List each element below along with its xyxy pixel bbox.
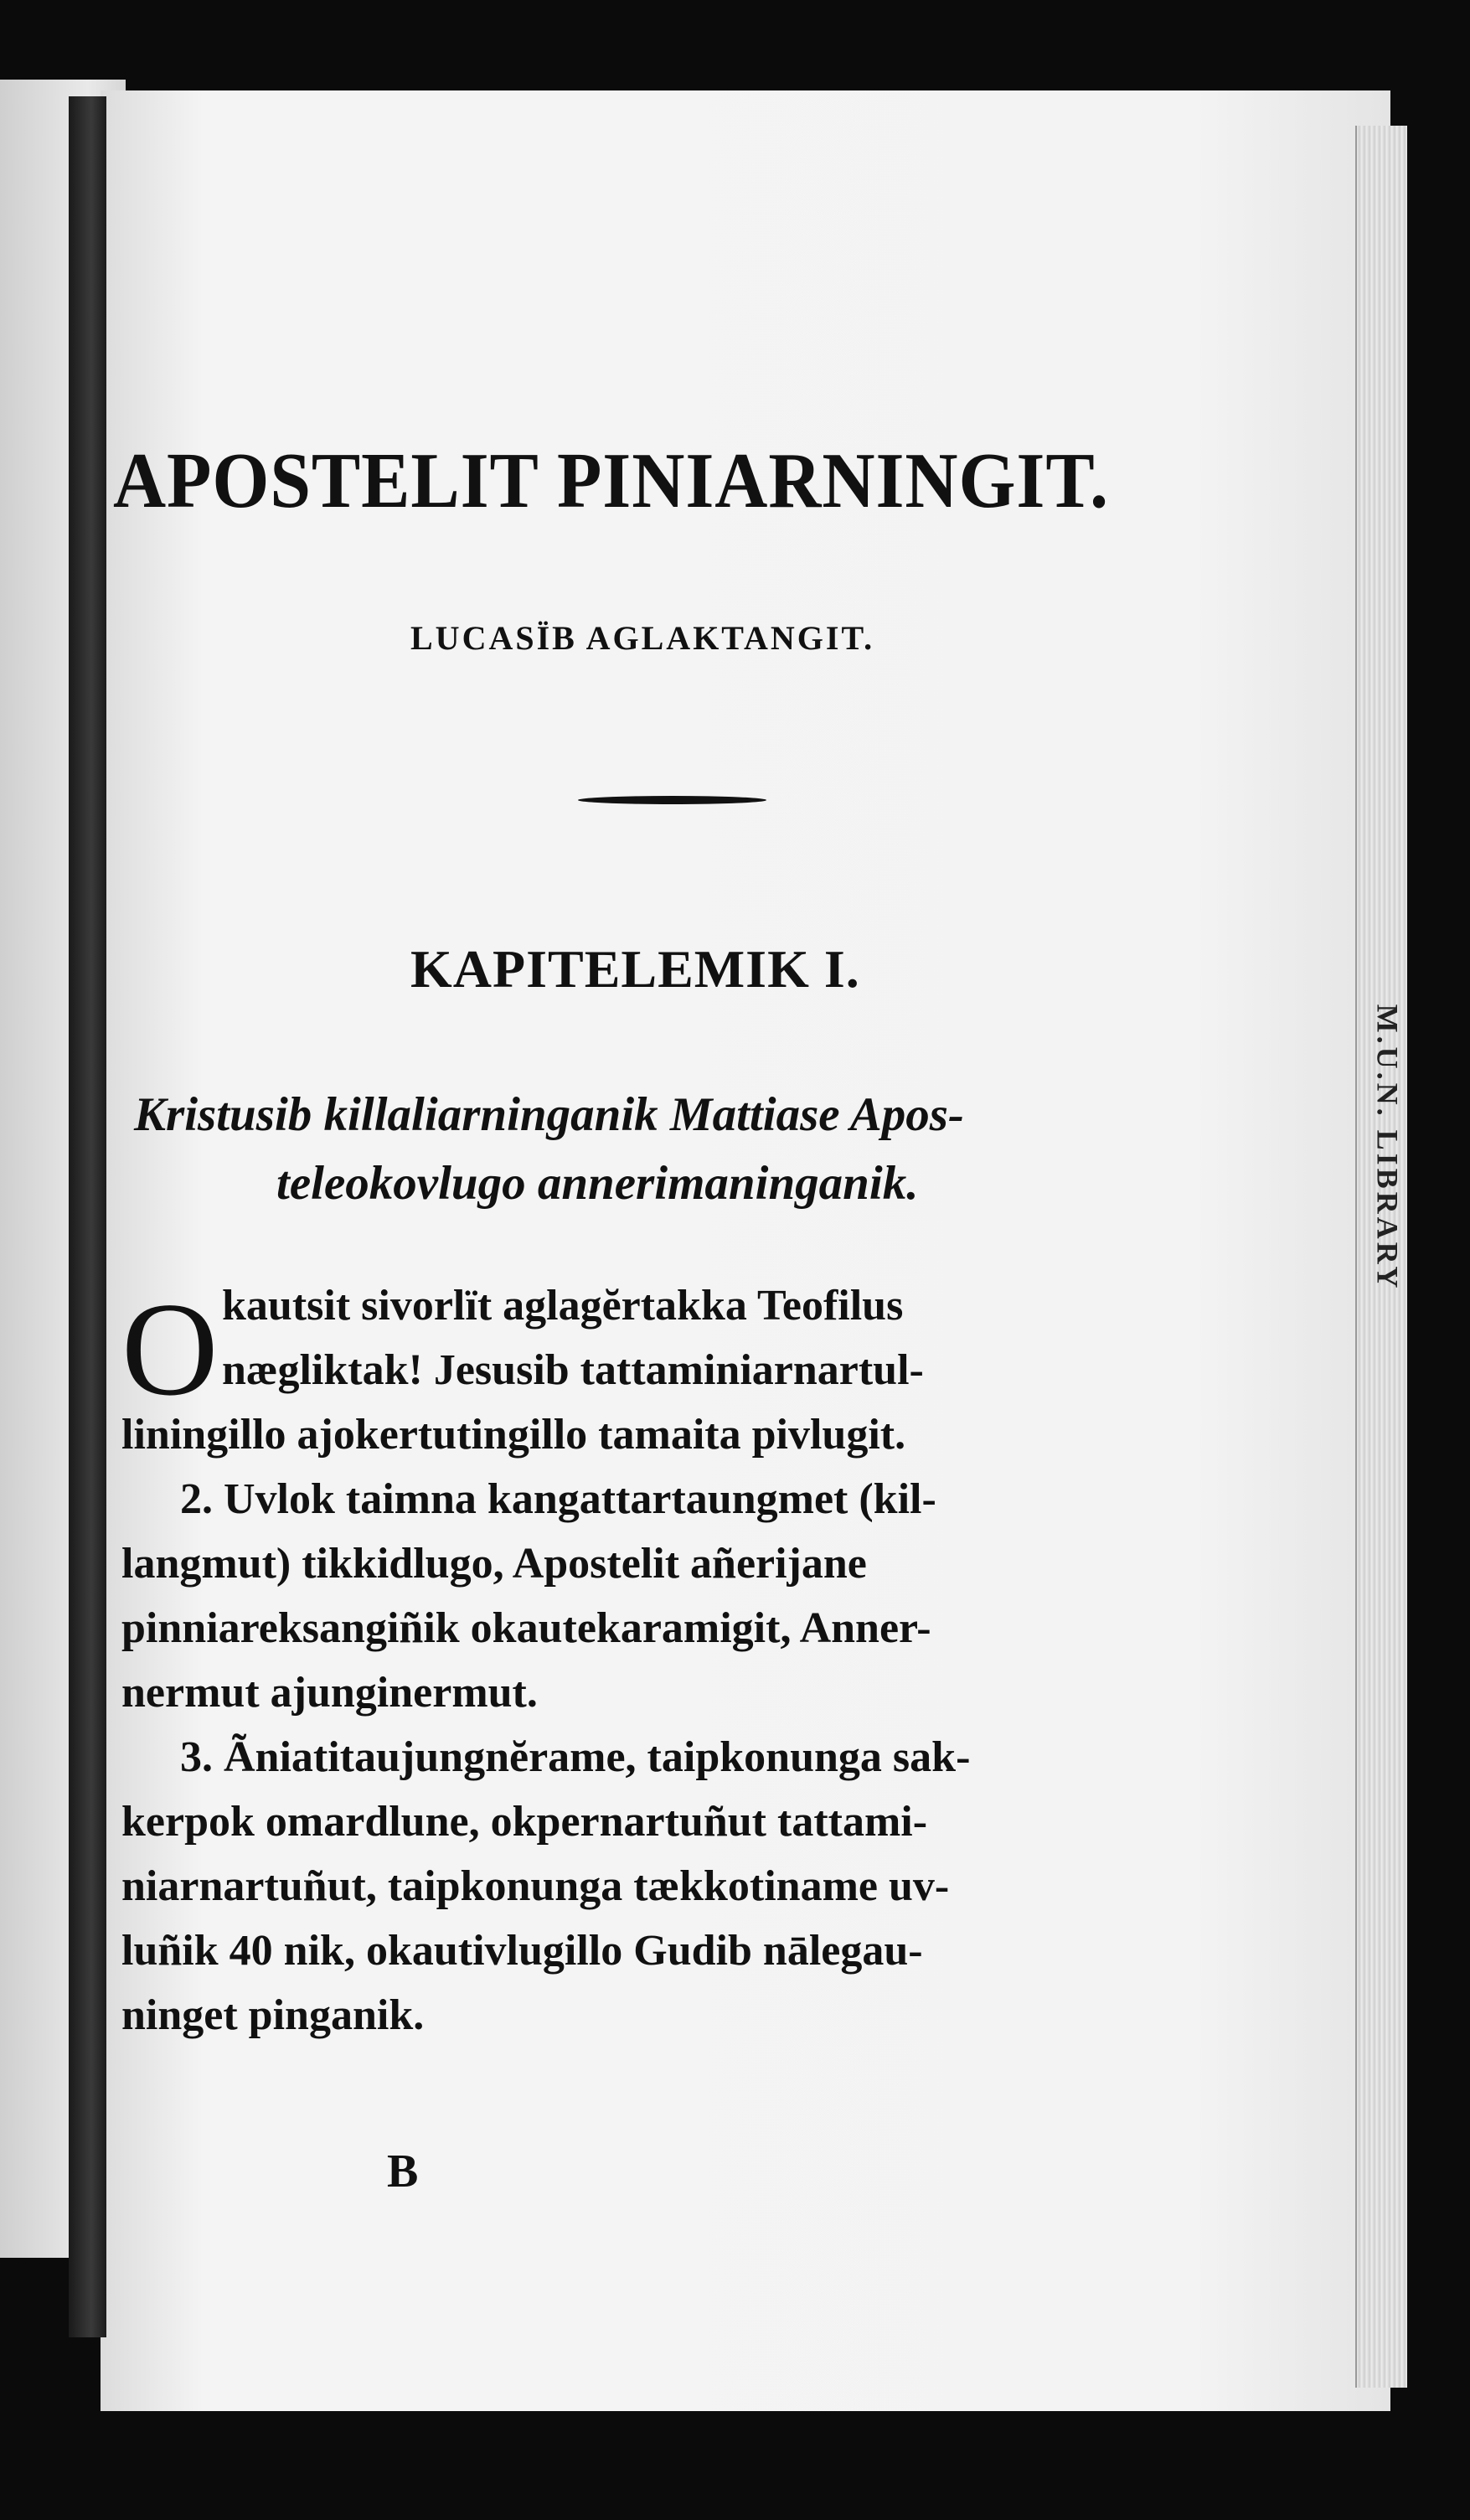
text-line: pinniareksangiñik okautekaramigit, Anner- xyxy=(121,1604,931,1652)
text-line: nermut ajunginermut. xyxy=(121,1669,538,1717)
text-line: liningillo ajokertutingillo tamaita pivlugit. xyxy=(121,1411,906,1459)
text-line: nægliktak! Jesusib tattaminiarnartul- xyxy=(222,1346,924,1394)
page-subtitle: LUCASÏB AGLAKTANGIT. xyxy=(410,619,875,657)
summary-line: Kristusib killaliarninganik Mattiase Apos- xyxy=(134,1088,964,1141)
library-stamp-text: M.U.N. LIBRARY xyxy=(1370,1004,1405,1292)
text-line: luñik 40 nik, okautivlugillo Gudib nālegau- xyxy=(121,1927,923,1975)
chapter-heading: KAPITELEMIK I. xyxy=(410,939,860,999)
text-line: langmut) tikkidlugo, Apostelit añerijane xyxy=(121,1540,867,1588)
text-line: 3. Ãniatitaujungnĕrame, taipkonunga sak- xyxy=(180,1733,971,1781)
library-stamp xyxy=(1368,913,1406,1382)
text-line: niarnartuñut, taipkonunga tækkotiname uv- xyxy=(121,1862,950,1910)
text-line: 2. Uvlok taimna kangattartaungmet (kil- xyxy=(180,1475,936,1523)
drop-cap: O xyxy=(121,1274,219,1423)
text-line: ninget pinganik. xyxy=(121,1991,425,2039)
book-gutter xyxy=(69,96,106,2337)
text-line: kerpok omardlune, okpernartuñut tattami- xyxy=(121,1798,928,1846)
decorative-rule xyxy=(578,796,766,804)
chapter-summary xyxy=(134,1081,1206,1218)
page-title: APOSTELIT PINIARNINGIT. xyxy=(113,437,1109,524)
signature-mark: B xyxy=(387,2146,419,2197)
summary-line: teleokovlugo annerimaninganik. xyxy=(276,1157,919,1210)
text-line: kautsit sivorlït aglagĕrtakka Teofilus xyxy=(222,1282,904,1330)
body-text xyxy=(121,1273,1198,2048)
